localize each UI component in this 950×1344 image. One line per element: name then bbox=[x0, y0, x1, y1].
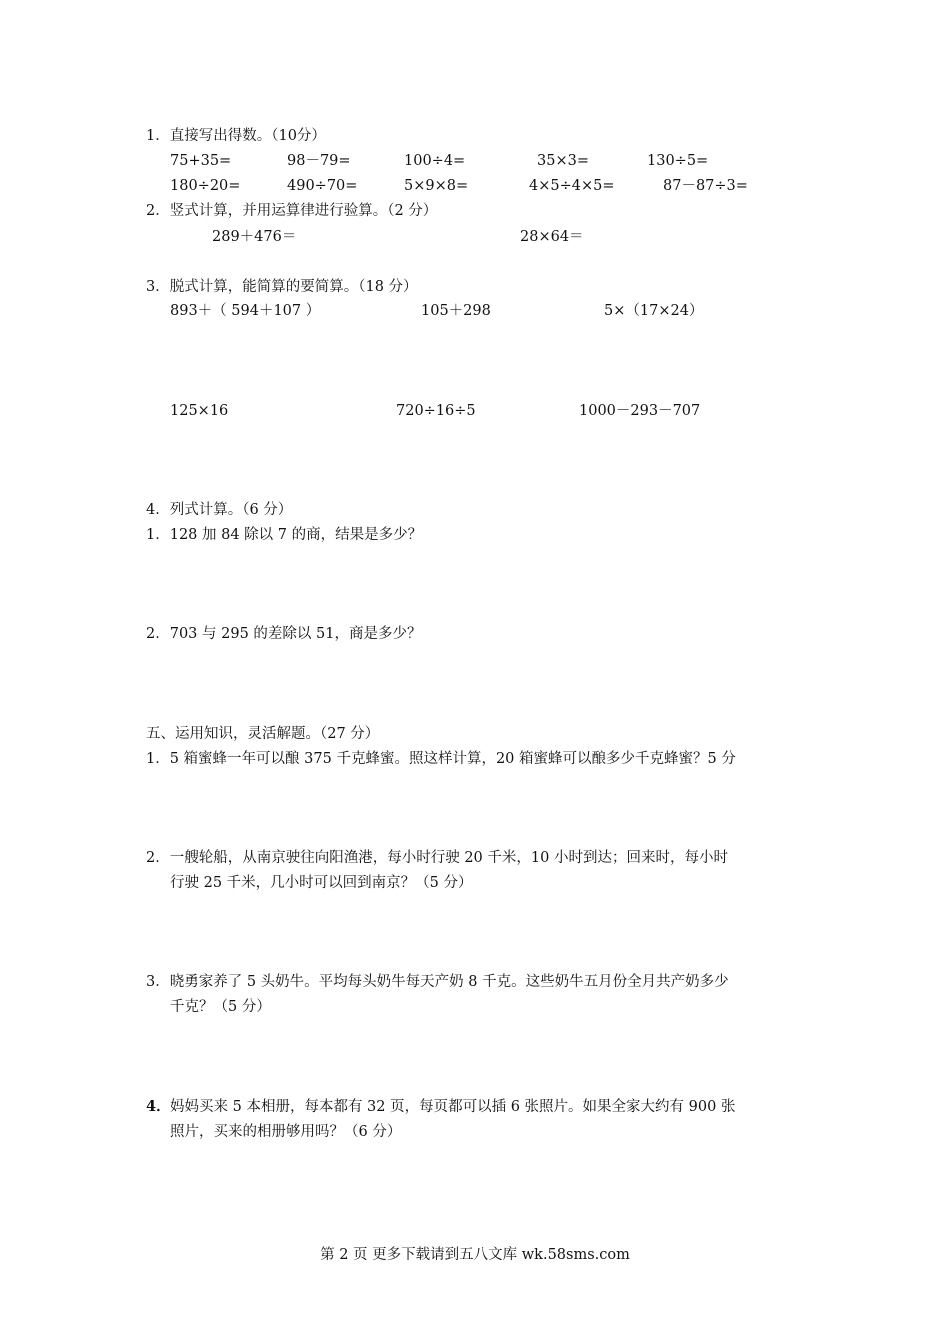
s3-r1-c3: 5×（17×24） bbox=[604, 303, 704, 319]
s1-r2-c1: 180÷20= bbox=[170, 178, 241, 194]
s3-r2-c3: 1000－293－707 bbox=[579, 403, 701, 419]
s3-r1-c1: 893＋（ 594＋107 ） bbox=[170, 303, 321, 319]
s1-r1-c3: 100÷4= bbox=[404, 153, 466, 169]
section-4-title: 4．列式计算。（6 分） bbox=[146, 502, 293, 518]
s1-r1-c2: 98－79= bbox=[287, 153, 351, 169]
s2-item-2: 28×64＝ bbox=[520, 229, 584, 245]
s5-question-4-line-2: 照片，买来的相册够用吗？（6 分） bbox=[170, 1124, 402, 1140]
section-3-title: 3．脱式计算，能简算的要简算。（18 分） bbox=[146, 279, 418, 295]
page-footer: 第 2 页 更多下载请到五八文库 wk.58sms.com bbox=[320, 1247, 630, 1263]
s2-item-1: 289＋476＝ bbox=[212, 229, 297, 245]
s5-question-4-line-1: 妈妈买来 5 本相册，每本都有 32 页，每页都可以插 6 张照片。如果全家大约有 900 张 bbox=[170, 1099, 736, 1115]
s5-question-4-number: 4． bbox=[146, 1098, 171, 1115]
s4-question-1: 1．128 加 84 除以 7 的商，结果是多少？ bbox=[146, 527, 423, 543]
s5-question-2-line-2: 行驶 25 千米，几小时可以回到南京？（5 分） bbox=[170, 875, 473, 891]
s4-question-2: 2．703 与 295 的差除以 51，商是多少？ bbox=[146, 626, 422, 642]
s5-question-2-line-1: 2．一艘轮船，从南京驶往向阳渔港，每小时行驶 20 千米，10 小时到达；回来时，每小时 bbox=[146, 850, 728, 866]
s5-question-3-line-1: 3．晓勇家养了 5 头奶牛。平均每头奶牛每天产奶 8 千克。这些奶牛五月份全月共产奶多少 bbox=[146, 974, 729, 990]
section-5-title: 五、运用知识，灵活解题。（27 分） bbox=[146, 726, 380, 742]
s3-r2-c2: 720÷16÷5 bbox=[396, 403, 476, 419]
s1-r2-c4: 4×5÷4×5= bbox=[529, 178, 615, 194]
section-1-title: 1．直接写出得数。（10分） bbox=[146, 128, 326, 144]
s1-r2-c2: 490÷70= bbox=[287, 178, 358, 194]
section-2-title: 2．竖式计算，并用运算律进行验算。（2 分） bbox=[146, 203, 438, 219]
s1-r1-c1: 75+35= bbox=[170, 153, 232, 169]
s1-r1-c4: 35×3= bbox=[537, 153, 589, 169]
s5-question-1: 1．5 箱蜜蜂一年可以酿 375 千克蜂蜜。照这样计算，20 箱蜜蜂可以酿多少千克蜂蜜？5 分 bbox=[146, 751, 736, 767]
s3-r1-c2: 105＋298 bbox=[421, 303, 491, 319]
s1-r2-c3: 5×9×8= bbox=[404, 178, 469, 194]
s1-r1-c5: 130÷5= bbox=[647, 153, 709, 169]
s5-question-3-line-2: 千克？（5 分） bbox=[170, 999, 271, 1015]
s1-r2-c5: 87－87÷3= bbox=[663, 178, 748, 194]
s3-r2-c1: 125×16 bbox=[170, 403, 229, 419]
